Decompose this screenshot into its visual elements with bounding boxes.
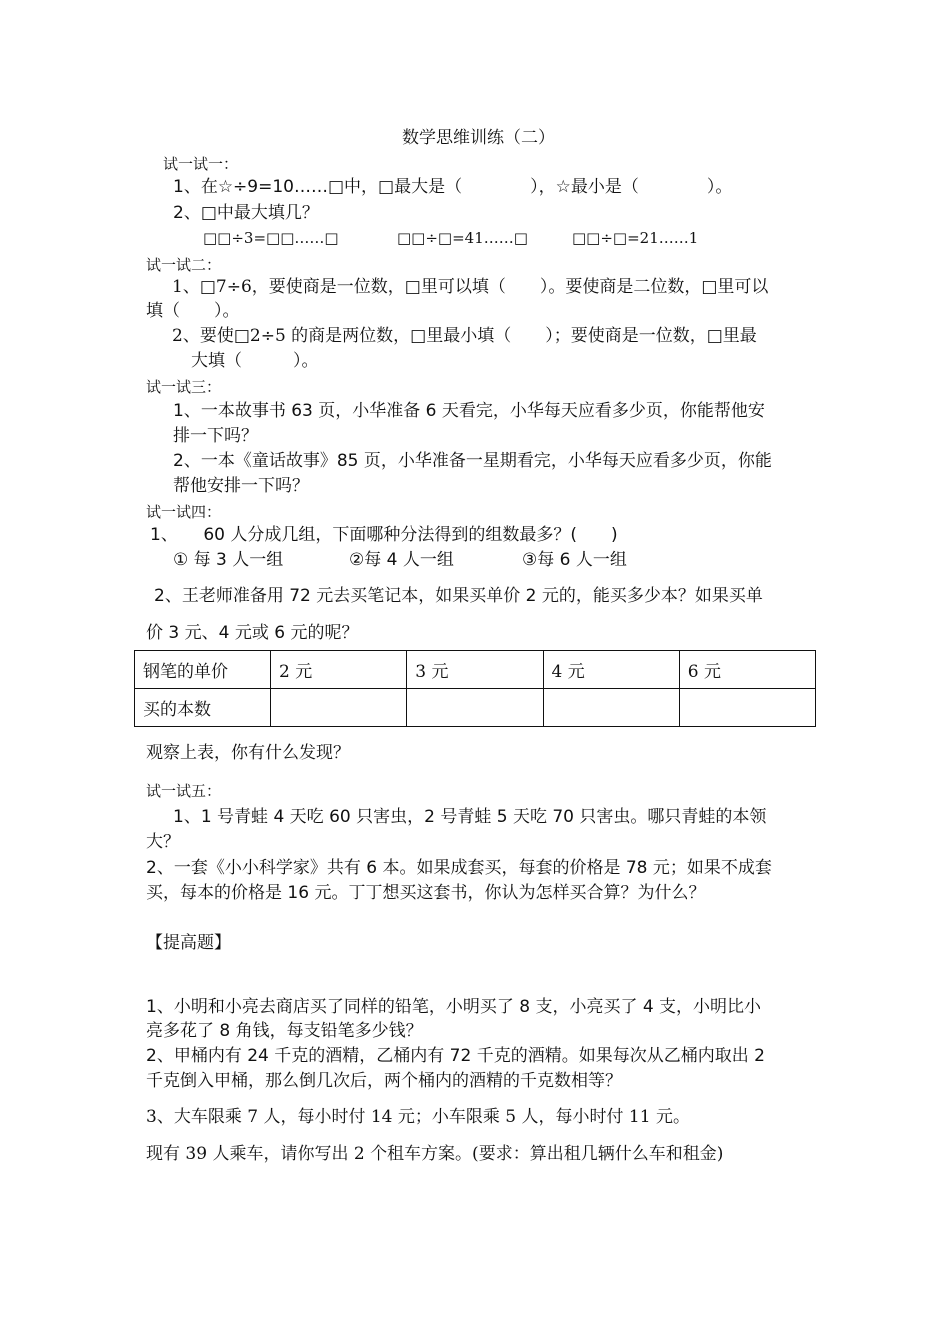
price-count-table <box>134 650 816 727</box>
adv-question-3-line-2: 现有 39 人乘车，请你写出 2 个租车方案。(要求：算出租几辆什么车和租金) <box>146 1144 724 1164</box>
table-cell-blank <box>407 689 543 727</box>
s3-question-1-line-2: 排一下吗？ <box>173 426 258 446</box>
section-3-heading: 试一试三： <box>146 378 222 396</box>
s1-question-1: 1、在☆÷9=10……□中，□最大是（ ），☆最小是（ ）。 <box>173 177 733 197</box>
adv-question-3: 3、大车限乘 7 人，每小时付 14 元；小车限乘 5 人，每小时付 11 元。 <box>146 1107 690 1127</box>
advanced-heading: 【提高题】 <box>146 933 231 953</box>
table-cell-blank <box>679 689 815 727</box>
s2-question-1-line-2: 填（ ）。 <box>146 301 240 321</box>
adv-question-2-line-2: 千克倒入甲桶，那么倒几次后，两个桶内的酒精的千克数相等？ <box>146 1071 622 1091</box>
s4-q1-option-3: ③每 6 人一组 <box>522 550 627 570</box>
page-title: 数学思维训练（二） <box>402 128 555 148</box>
adv-question-1-line-2: 亮多花了 8 角钱，每支铅笔多少钱？ <box>146 1021 423 1041</box>
s3-question-2-line-2: 帮他安排一下吗？ <box>173 476 309 496</box>
table-cell-blank <box>543 689 679 727</box>
table-row <box>135 651 816 689</box>
s5-question-1-line-2: 大？ <box>146 832 180 852</box>
s4-q1-option-2: ②每 4 人一组 <box>349 550 454 570</box>
table-cell: 2 元 <box>271 651 407 689</box>
table-cell-blank <box>271 689 407 727</box>
table-cell: 买的本数 <box>135 689 271 727</box>
section-2-heading: 试一试二： <box>146 256 222 274</box>
section-5-heading: 试一试五： <box>146 782 222 800</box>
s1-q2-equation-3: □□÷□=21……1 <box>572 229 699 247</box>
table-cell: 4 元 <box>543 651 679 689</box>
s2-question-2-line-2: 大填（ ）。 <box>191 351 319 371</box>
table-row <box>135 689 816 727</box>
s4-observe-prompt: 观察上表，你有什么发现？ <box>146 743 350 763</box>
s4-q1-option-1: ① 每 3 人一组 <box>173 550 284 570</box>
s3-question-2-line-1: 2、一本《童话故事》85 页，小华准备一星期看完，小华每天应看多少页，你能 <box>173 451 772 471</box>
table-cell: 钢笔的单价 <box>135 651 271 689</box>
section-4-heading: 试一试四： <box>146 503 222 521</box>
s5-question-2-line-1: 2、一套《小小科学家》共有 6 本。如果成套买，每套的价格是 78 元；如果不成套 <box>146 858 772 878</box>
s2-question-2-line-1: 2、要使□2÷5 的商是两位数，□里最小填（ ）；要使商是一位数，□里最 <box>172 326 757 346</box>
s1-q2-equation-2: □□÷□=41……□ <box>397 229 528 247</box>
table-cell: 6 元 <box>679 651 815 689</box>
s3-question-1-line-1: 1、一本故事书 63 页，小华准备 6 天看完，小华每天应看多少页，你能帮他安 <box>173 401 765 421</box>
adv-question-1-line-1: 1、小明和小亮去商店买了同样的铅笔，小明买了 8 支，小亮买了 4 支，小明比小 <box>146 997 762 1017</box>
s5-question-2-line-2: 买，每本的价格是 16 元。丁丁想买这套书，你认为怎样买合算？为什么？ <box>146 883 706 903</box>
s2-question-1-line-1: 1、□7÷6，要使商是一位数，□里可以填（ ）。要使商是二位数，□里可以 <box>172 277 769 297</box>
table-cell: 3 元 <box>407 651 543 689</box>
s1-q2-equation-1: □□÷3=□□……□ <box>203 229 339 247</box>
s4-question-2-line-2: 价 3 元、4 元或 6 元的呢？ <box>146 623 359 643</box>
adv-question-2-line-1: 2、甲桶内有 24 千克的酒精，乙桶内有 72 千克的酒精。如果每次从乙桶内取出 2 <box>146 1046 765 1066</box>
s1-question-2: 2、□中最大填几？ <box>173 203 319 223</box>
s4-question-1: 1、 60 人分成几组，下面哪种分法得到的组数最多？( ) <box>150 525 618 545</box>
s4-question-2-line-1: 2、王老师准备用 72 元去买笔记本，如果买单价 2 元的，能买多少本？如果买单 <box>154 586 763 606</box>
section-1-heading: 试一试一： <box>163 155 239 173</box>
s5-question-1-line-1: 1、1 号青蛙 4 天吃 60 只害虫，2 号青蛙 5 天吃 70 只害虫。哪只青蛙的本领 <box>173 807 767 827</box>
